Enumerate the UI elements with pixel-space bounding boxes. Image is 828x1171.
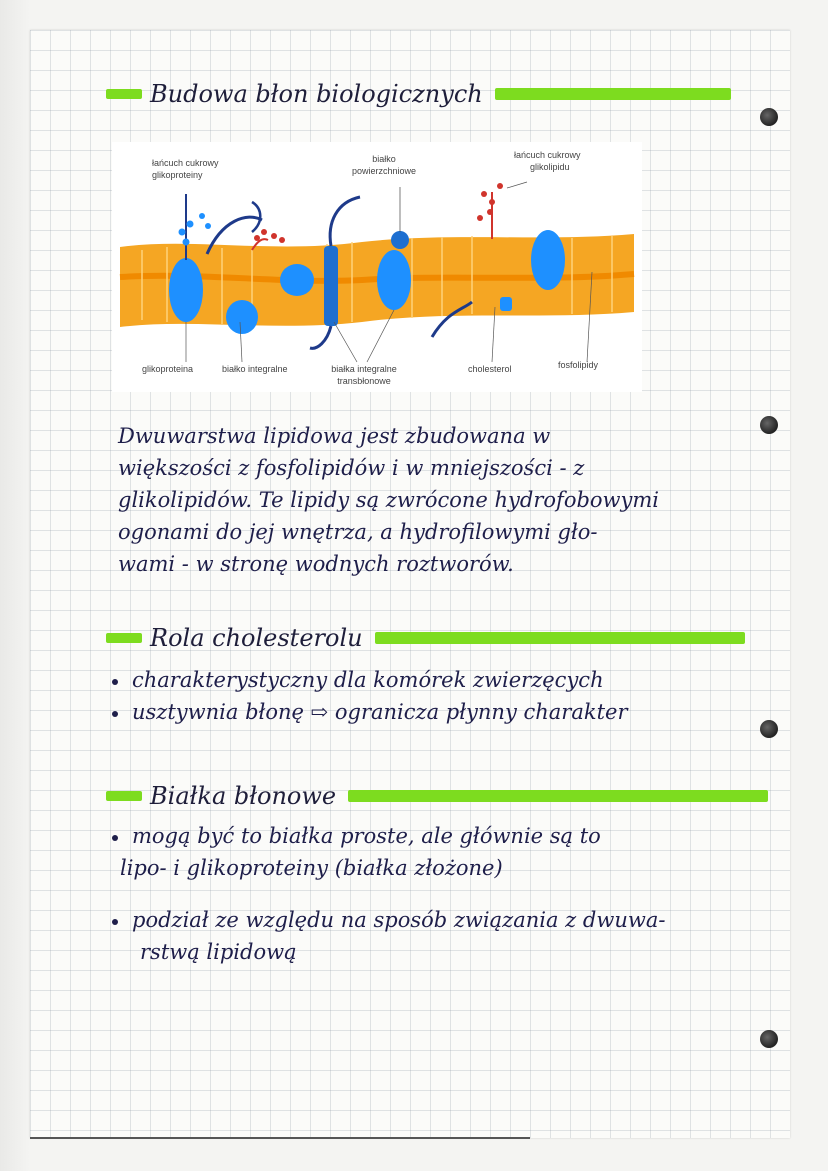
notebook-left-edge [0,0,30,1171]
label-glycoprotein: glikoproteina [142,364,194,374]
binder-hole-3 [760,720,778,738]
paragraph-line: większości z fosfolipidów i w mniejszości - z [118,456,585,480]
binder-hole-1 [760,108,778,126]
highlight-mark [106,89,142,99]
label-chain-glycoprotein-2: glikoproteiny [152,170,203,180]
highlight-bar [375,632,745,644]
label-chain-glycolipid-1: łańcuch cukrowy [514,150,581,160]
heading-text: Budowa błon biologicznych [150,80,483,108]
bullet-continuation: rstwą lipidową [140,940,297,964]
transmembrane-helix [324,246,338,326]
label-surface-protein-1: białko [372,154,396,164]
cholesterol-bullets [112,664,627,728]
heading-membrane-structure [106,80,731,108]
heading-membrane-proteins [106,782,768,810]
label-cholesterol: cholesterol [468,364,512,374]
protein-bullets [112,820,665,968]
bullet-item: charakterystyczny dla komórek zwierzęcych [112,664,627,696]
surface-protein-shape [391,231,409,249]
paragraph-line: ogonami do jej wnętrza, a hydrofilowymi gło- [118,520,598,544]
glycoprotein-shape [169,258,203,322]
label-transmembrane-2: transbłonowe [337,376,391,386]
label-transmembrane-1: białka integralne [331,364,397,374]
membrane-diagram [112,142,642,392]
binder-hole-4 [760,1030,778,1048]
heading-text: Białka błonowe [150,782,337,810]
bullet-item: usztywnia błonę ⇨ ogranicza płynny charakter [112,696,627,728]
heading-text: Rola cholesterolu [150,624,363,652]
label-chain-glycolipid-2: glikolipidu [530,162,570,172]
paragraph-bilayer [118,420,659,580]
heading-cholesterol-role [106,624,745,652]
highlight-mark [106,791,142,801]
label-integral-protein: białko integralne [222,364,288,374]
highlight-mark [106,633,142,643]
paragraph-line: glikolipidów. Te lipidy są zwrócone hydrofobowymi [118,488,660,512]
membrane-illustration [112,142,642,392]
page-bottom-edge [30,1137,530,1139]
label-surface-protein-2: powierzchniowe [351,166,417,176]
highlight-bar [495,88,731,100]
integral-protein-shape [226,300,258,334]
bullet-item: podział ze względu na sposób związania z dwuwa- [112,904,665,936]
paragraph-line: wami - w stronę wodnych roztworów. [118,552,514,576]
binder-hole-2 [760,416,778,434]
label-phospholipids: fosfolipidy [558,360,599,370]
paragraph-line: Dwuwarstwa lipidowa jest zbudowana w [118,424,551,448]
bullet-continuation: lipo- i glikoproteiny (białka złożone) [120,856,503,880]
bullet-item: mogą być to białka proste, ale głównie są to [112,820,665,852]
highlight-bar [348,790,768,802]
label-chain-glycoprotein-1: łańcuch cukrowy [152,158,219,168]
